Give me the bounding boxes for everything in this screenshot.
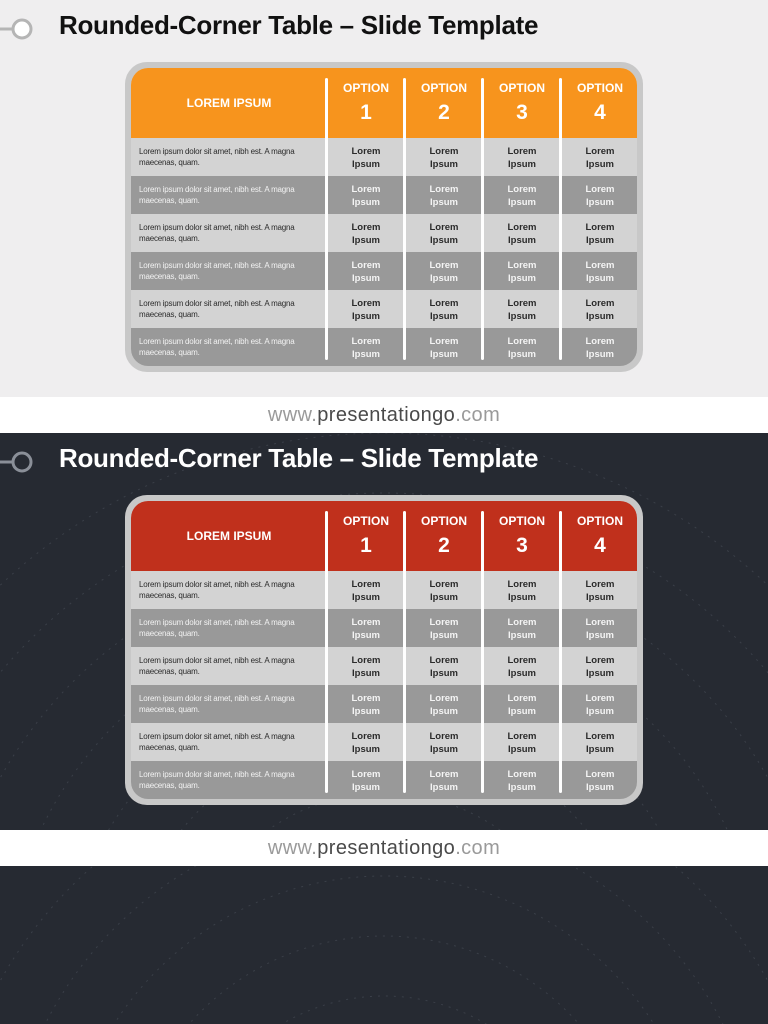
option-number: 1	[360, 101, 372, 124]
column-divider	[559, 78, 562, 360]
table-cell: Lorem Ipsum	[429, 617, 459, 641]
table-cell: Lorem Ipsum	[429, 655, 459, 679]
table-cell: Lorem Ipsum	[351, 617, 381, 641]
table-cell: Lorem Ipsum	[507, 731, 537, 755]
header-option-4	[561, 501, 637, 571]
row-description: Lorem ipsum dolor sit amet, nibh est. A magna maecenas, quam.	[139, 656, 295, 676]
option-number: 2	[438, 534, 450, 557]
footer-url	[0, 397, 768, 433]
table-cell: Lorem Ipsum	[351, 693, 381, 717]
row-description: Lorem ipsum dolor sit amet, nibh est. A magna maecenas, quam.	[139, 261, 295, 281]
header-option-1	[327, 501, 405, 571]
column-divider	[559, 511, 562, 793]
header-option-2	[405, 501, 483, 571]
table-cell: Lorem Ipsum	[507, 693, 537, 717]
table-cell: Lorem Ipsum	[585, 146, 615, 170]
table-cell: Lorem Ipsum	[507, 336, 537, 360]
table-cell: Lorem Ipsum	[351, 731, 381, 755]
table-cell: Lorem Ipsum	[429, 260, 459, 284]
option-word: OPTION	[342, 81, 389, 95]
table-cell: Lorem Ipsum	[585, 222, 615, 246]
table-cell: Lorem Ipsum	[429, 298, 459, 322]
table-cell: Lorem Ipsum	[351, 260, 381, 284]
column-divider	[403, 511, 406, 793]
header-option-3	[483, 68, 561, 138]
table-cell: Lorem Ipsum	[429, 222, 459, 246]
header-label: LOREM IPSUM	[186, 529, 272, 543]
header-option-1	[327, 68, 405, 138]
option-word: OPTION	[420, 81, 467, 95]
table-cell: Lorem Ipsum	[429, 731, 459, 755]
table-cell: Lorem Ipsum	[351, 184, 381, 208]
title-bullet-icon	[0, 448, 40, 476]
slide-light	[0, 0, 768, 397]
rounded-table	[125, 62, 643, 372]
table-body	[131, 501, 637, 799]
background-continuation	[0, 866, 768, 1024]
row-description: Lorem ipsum dolor sit amet, nibh est. A magna maecenas, quam.	[139, 299, 295, 319]
header-label: LOREM IPSUM	[186, 96, 272, 110]
option-number: 2	[438, 101, 450, 124]
table-cell: Lorem Ipsum	[351, 336, 381, 360]
table-cell: Lorem Ipsum	[585, 184, 615, 208]
footer-prefix: www.	[267, 836, 318, 859]
option-word: OPTION	[420, 514, 467, 528]
footer-suffix: .com	[455, 836, 501, 859]
row-description: Lorem ipsum dolor sit amet, nibh est. A magna maecenas, quam.	[139, 223, 295, 243]
table-cell: Lorem Ipsum	[585, 655, 615, 679]
footer-prefix: www.	[267, 403, 318, 426]
table-cell: Lorem Ipsum	[507, 184, 537, 208]
row-description: Lorem ipsum dolor sit amet, nibh est. A magna maecenas, quam.	[139, 147, 295, 167]
slide-title: Rounded-Corner Table – Slide Template	[59, 443, 539, 473]
rounded-table	[125, 495, 643, 805]
table-cell: Lorem Ipsum	[585, 260, 615, 284]
column-divider	[325, 78, 328, 360]
table-cell: Lorem Ipsum	[429, 336, 459, 360]
table-cell: Lorem Ipsum	[351, 655, 381, 679]
row-description: Lorem ipsum dolor sit amet, nibh est. A magna maecenas, quam.	[139, 618, 295, 638]
row-description: Lorem ipsum dolor sit amet, nibh est. A magna maecenas, quam.	[139, 580, 295, 600]
table-cell: Lorem Ipsum	[585, 336, 615, 360]
table-cell: Lorem Ipsum	[507, 617, 537, 641]
column-divider	[403, 78, 406, 360]
header-option-3	[483, 501, 561, 571]
table-cell: Lorem Ipsum	[351, 769, 381, 793]
table-cell: Lorem Ipsum	[351, 298, 381, 322]
footer-brand: presentationgo	[317, 836, 456, 859]
row-description: Lorem ipsum dolor sit amet, nibh est. A magna maecenas, quam.	[139, 770, 295, 790]
option-word: OPTION	[498, 81, 545, 95]
table-cell: Lorem Ipsum	[585, 298, 615, 322]
table-cell: Lorem Ipsum	[507, 769, 537, 793]
table-cell: Lorem Ipsum	[429, 579, 459, 603]
footer-brand: presentationgo	[317, 403, 456, 426]
title-bullet-icon	[0, 15, 40, 43]
table-cell: Lorem Ipsum	[507, 146, 537, 170]
background-arc-pattern	[0, 866, 768, 1024]
table-cell: Lorem Ipsum	[507, 260, 537, 284]
table-cell: Lorem Ipsum	[507, 298, 537, 322]
table-cell: Lorem Ipsum	[585, 617, 615, 641]
table-cell: Lorem Ipsum	[429, 184, 459, 208]
table-cell: Lorem Ipsum	[429, 693, 459, 717]
row-description: Lorem ipsum dolor sit amet, nibh est. A magna maecenas, quam.	[139, 337, 295, 357]
table-cell: Lorem Ipsum	[351, 579, 381, 603]
header-option-2	[405, 68, 483, 138]
option-number: 3	[516, 534, 528, 557]
table-cell: Lorem Ipsum	[351, 146, 381, 170]
table-cell: Lorem Ipsum	[351, 222, 381, 246]
slide-title: Rounded-Corner Table – Slide Template	[59, 10, 539, 40]
slide-dark	[0, 433, 768, 830]
column-divider	[481, 78, 484, 360]
table-cell: Lorem Ipsum	[429, 146, 459, 170]
footer-url	[0, 830, 768, 866]
option-word: OPTION	[342, 514, 389, 528]
header-option-4	[561, 68, 637, 138]
table-cell: Lorem Ipsum	[507, 222, 537, 246]
option-number: 4	[594, 101, 606, 124]
option-word: OPTION	[498, 514, 545, 528]
row-description: Lorem ipsum dolor sit amet, nibh est. A magna maecenas, quam.	[139, 185, 295, 205]
column-divider	[481, 511, 484, 793]
footer-suffix: .com	[455, 403, 501, 426]
table-cell: Lorem Ipsum	[585, 579, 615, 603]
table-cell: Lorem Ipsum	[585, 731, 615, 755]
option-number: 1	[360, 534, 372, 557]
table-cell: Lorem Ipsum	[585, 693, 615, 717]
option-word: OPTION	[576, 514, 623, 528]
option-number: 3	[516, 101, 528, 124]
table-cell: Lorem Ipsum	[585, 769, 615, 793]
row-description: Lorem ipsum dolor sit amet, nibh est. A magna maecenas, quam.	[139, 694, 295, 714]
table-cell: Lorem Ipsum	[429, 769, 459, 793]
option-word: OPTION	[576, 81, 623, 95]
row-description: Lorem ipsum dolor sit amet, nibh est. A magna maecenas, quam.	[139, 732, 295, 752]
table-cell: Lorem Ipsum	[507, 579, 537, 603]
column-divider	[325, 511, 328, 793]
option-number: 4	[594, 534, 606, 557]
table-body	[131, 68, 637, 366]
table-cell: Lorem Ipsum	[507, 655, 537, 679]
